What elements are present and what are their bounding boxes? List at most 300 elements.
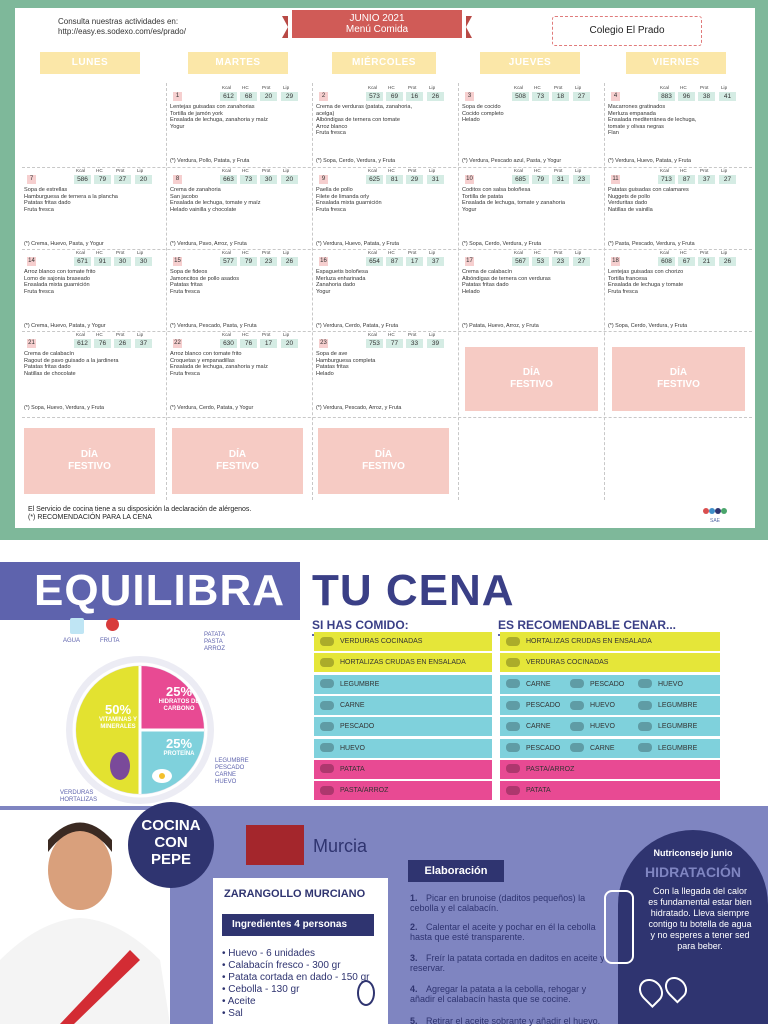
day-cell: [168, 168, 312, 248]
si-has-comido-heading: SI HAS COMIDO:: [312, 618, 409, 632]
nutrient-label: HC: [388, 250, 395, 255]
day-cell: [168, 85, 312, 165]
nutrient-label: Prot: [116, 250, 125, 255]
ingredients-list: [222, 948, 370, 1020]
nutrient-label: HC: [388, 85, 395, 90]
nutrient-value: 79: [94, 175, 111, 184]
food-icon: [570, 743, 584, 752]
nutrient-label: Kcal: [660, 85, 669, 90]
day-number: 15: [174, 258, 181, 264]
food-item: HUEVO: [320, 739, 365, 758]
nutrient-label: Kcal: [222, 250, 231, 255]
day-cell: [314, 85, 458, 165]
day-number: 14: [28, 258, 35, 264]
nutrient-label: Prot: [116, 168, 125, 173]
comido-row: [314, 696, 492, 715]
nutrient-label: Prot: [408, 85, 417, 90]
food-item: PATATA: [506, 781, 551, 800]
comido-row: [314, 781, 492, 800]
nutrient-value: 30: [135, 257, 152, 266]
nutrient-value: 573: [366, 92, 383, 101]
nutrient-value: 883: [658, 92, 675, 101]
day-cell: [22, 332, 166, 412]
nutrient-value: 630: [220, 339, 237, 348]
cenar-row: [500, 781, 720, 800]
food-item: LEGUMBRE: [638, 739, 697, 758]
nutrient-label: Kcal: [368, 332, 377, 337]
food-icon: [506, 658, 520, 667]
nutrient-value: 508: [512, 92, 529, 101]
nutrient-value: 76: [240, 339, 257, 348]
day-number: 23: [320, 340, 327, 346]
food-icon: [638, 743, 652, 752]
dinner-recommendation: (*) Verdura, Pavo, Arroz, y Fruta: [170, 241, 247, 247]
label-fruta: FRUTA: [100, 638, 120, 644]
food-icon: [506, 637, 520, 646]
dish-list: Macarrones gratinados Merluza empanada Ensalada mediterránea de lechuga, tomate y olivas negras Flan: [608, 104, 697, 136]
dinner-recommendation: (*) Verdura, Pescado, Pasta, y Fruta: [170, 323, 257, 329]
nutrient-label: HC: [242, 85, 249, 90]
cenar-row: [500, 696, 720, 715]
food-item: CARNE: [506, 717, 551, 736]
nutrient-label: HC: [388, 332, 395, 337]
food-icon: [320, 701, 334, 710]
nutrient-value: 23: [260, 257, 277, 266]
dinner-recommendation: (*) Verdura, Pescado azul, Pasta, y Yogur: [462, 158, 562, 164]
water-glass-icon: [70, 618, 84, 634]
dish-list: Sopa de estrellas Hamburguesa de ternera a la plancha Patatas fritas dado Fruta fresca: [24, 187, 118, 213]
nutrient-value: 69: [386, 92, 403, 101]
nutrient-value: 38: [698, 92, 715, 101]
step-5: 5. Retirar el aceite sobrante y añadir el huevo.: [410, 1016, 601, 1026]
activities-notice: [58, 17, 186, 37]
nutrient-value: 23: [573, 175, 590, 184]
nutrient-label: HC: [534, 168, 541, 173]
day-header-martes: MARTES: [188, 52, 288, 74]
nutrient-value: 81: [386, 175, 403, 184]
nutrient-label: Lip: [429, 168, 436, 173]
nutrient-label: Lip: [283, 332, 290, 337]
dinner-recommendation: (*) Verdura, Cerdo, Patata, y Yogur: [170, 405, 254, 411]
day-number: 8: [173, 175, 182, 184]
dinner-recommendation: (*) Verdura, Pescado, Arroz, y Fruta: [316, 405, 402, 411]
nutrient-value: 37: [135, 339, 152, 348]
nutrient-value: 27: [719, 175, 736, 184]
nutrient-label: Lip: [575, 85, 582, 90]
equilibra-title: EQUILIBRA: [0, 562, 300, 620]
nutrient-value: 77: [386, 339, 403, 348]
pct-vitaminas: 50%: [104, 702, 132, 717]
nutrient-label: Lip: [429, 250, 436, 255]
nutrient-value: 26: [719, 257, 736, 266]
day-cell: [22, 250, 166, 330]
nutrient-label: Kcal: [76, 332, 85, 337]
day-number: 16: [320, 258, 327, 264]
day-number: 9: [319, 175, 328, 184]
nutrient-label: HC: [534, 250, 541, 255]
food-icon: [320, 764, 334, 773]
dinner-recommendation: (*) Sopa, Cerdo, Verdura, y Fruta: [462, 241, 542, 247]
nutrient-value: 18: [552, 92, 569, 101]
nutrient-value: 30: [260, 175, 277, 184]
nutrient-value: 39: [427, 339, 444, 348]
day-number: 22: [174, 340, 181, 346]
comido-row: [314, 675, 492, 694]
food-item: LEGUMBRE: [320, 675, 379, 694]
nutrient-label: Lip: [429, 332, 436, 337]
nutrient-value: 79: [532, 175, 549, 184]
nutrient-value: 27: [573, 257, 590, 266]
nutrient-value: 21: [698, 257, 715, 266]
nutrient-label: HC: [96, 332, 103, 337]
day-cell: [606, 85, 750, 165]
comido-row: [314, 632, 492, 651]
label-agua: AGUA: [63, 638, 81, 644]
day-number: 18: [612, 258, 619, 264]
nutrient-value: 31: [552, 175, 569, 184]
nutrient-label: Prot: [554, 250, 563, 255]
nutrient-label: Lip: [575, 250, 582, 255]
dinner-recommendation: (*) Patata, Huevo, Arroz, y Fruta: [462, 323, 539, 329]
nutrient-value: 625: [366, 175, 383, 184]
nutrient-value: 26: [114, 339, 131, 348]
ingredient-item: • Calabacín fresco - 300 gr: [222, 960, 341, 971]
nutrient-label: Kcal: [514, 85, 523, 90]
nutrient-label: Prot: [262, 250, 271, 255]
nutrient-value: 20: [281, 175, 298, 184]
nutrient-label: Lip: [283, 85, 290, 90]
nutrient-label: Kcal: [660, 250, 669, 255]
nutrient-value: 26: [427, 92, 444, 101]
nutrient-label: Kcal: [222, 332, 231, 337]
day-cell: [460, 85, 604, 165]
festivo-28: [24, 428, 155, 494]
food-item: LEGUMBRE: [638, 696, 697, 715]
dish-list: Lentejas guisadas con chorizo Tortilla francesa Ensalada de lechuga y tomate Fruta fresca: [608, 269, 684, 295]
dinner-recommendation: (*) Sopa, Cerdo, Verdura, y Fruta: [608, 323, 688, 329]
label-proteina: PROTEÍNA: [163, 751, 195, 757]
day-cell: [606, 250, 750, 330]
nutrient-value: 608: [658, 257, 675, 266]
step-1: 1. Picar en brunoise (daditos pequeños) la cebolla y el calabacín.: [410, 893, 586, 913]
food-icon: [506, 701, 520, 710]
nutrient-label: Lip: [575, 168, 582, 173]
nutrient-label: Prot: [554, 85, 563, 90]
dinner-recommendation: (*) Sopa, Cerdo, Verdura, y Fruta: [316, 158, 396, 164]
food-item: PESCADO: [320, 717, 374, 736]
nutrient-value: 612: [220, 92, 237, 101]
water-bottle-icon: [604, 890, 634, 964]
nutrient-label: HC: [680, 85, 687, 90]
step-3: 3. Freír la patata cortada en daditos en aceite y reservar.: [410, 953, 605, 973]
nutrient-label: Prot: [116, 332, 125, 337]
nutrient-value: 654: [366, 257, 383, 266]
recomendable-heading: ES RECOMENDABLE CENAR...: [498, 618, 677, 632]
nutrient-label: Lip: [283, 168, 290, 173]
food-icon: [506, 786, 520, 795]
food-icon: [638, 701, 652, 710]
nutrient-label: Lip: [721, 168, 728, 173]
nutrient-label: Prot: [554, 168, 563, 173]
nutrient-value: 96: [678, 92, 695, 101]
festivo-25: [612, 347, 745, 411]
food-item: PESCADO: [506, 739, 560, 758]
food-item: CARNE: [320, 696, 365, 715]
nutrient-label: Lip: [429, 85, 436, 90]
food-icon: [570, 722, 584, 731]
elaboracion-title: Elaboración: [408, 860, 504, 882]
nutrient-label: HC: [680, 168, 687, 173]
day-cell: [168, 332, 312, 412]
dish-list: Patatas guisadas con calamares Nuggets de pollo Verduritas dado Natillas de vainilla: [608, 187, 689, 213]
dinner-recommendation: (*) Verdura, Huevo, Patata, y Fruta: [316, 241, 399, 247]
day-header-miercoles: MIÉRCOLES: [332, 52, 436, 74]
nutrient-value: 91: [94, 257, 111, 266]
label-hc-foods: PATATA PASTA ARROZ: [204, 632, 226, 652]
nutrient-label: Prot: [262, 168, 271, 173]
dish-list: Sopa de cocido Cocido completo Helado: [462, 104, 504, 123]
food-item: PATATA: [320, 760, 365, 779]
nutrient-value: 73: [532, 92, 549, 101]
nutrient-value: 41: [719, 92, 736, 101]
nutrient-value: 87: [386, 257, 403, 266]
comido-row: [314, 760, 492, 779]
food-item: HUEVO: [638, 675, 683, 694]
pct-proteina: 25%: [165, 736, 193, 751]
nutrient-value: 30: [114, 257, 131, 266]
nutrient-value: 37: [698, 175, 715, 184]
cocina-badge-text: COCINA CON PEPE: [141, 817, 201, 868]
dinner-recommendation: (*) Crema, Huevo, Patata, y Yogur: [24, 323, 106, 329]
day-cell: [460, 250, 604, 330]
festivo-29: [172, 428, 303, 494]
dish-list: Sopa de ave Hamburguesa completa Patatas fritas Helado: [316, 351, 376, 377]
nutrient-label: HC: [242, 332, 249, 337]
dinner-recommendation: (*) Sopa, Huevo, Verdura, y Fruta: [24, 405, 104, 411]
nutrient-value: 31: [427, 175, 444, 184]
day-number: 11: [612, 176, 619, 182]
nutrient-label: Kcal: [76, 168, 85, 173]
nutrient-label: Kcal: [368, 250, 377, 255]
month-title: JUNIO 2021: [349, 13, 405, 24]
month-ribbon: [292, 10, 462, 38]
festivo-label: DÍA FESTIVO: [362, 449, 405, 472]
day-number: 1: [173, 92, 182, 101]
ingredients-title: Ingredientes 4 personas: [222, 914, 374, 936]
nutrient-label: Prot: [408, 250, 417, 255]
comido-row: [314, 717, 492, 736]
nutrient-label: Prot: [262, 85, 271, 90]
dinner-recommendation: (*) Crema, Huevo, Pasta, y Yogur: [24, 241, 104, 247]
region-name: Murcia: [313, 836, 368, 856]
food-item: HORTALIZAS CRUDAS EN ENSALADA: [506, 632, 652, 651]
step-4: 4. Agregar la patata a la cebolla, rehogar y añadir el calabacín hasta que se cocine.: [410, 984, 587, 1004]
nutrient-label: Kcal: [222, 168, 231, 173]
allergen-note: El Servicio de cocina tiene a su disposición la declaración de alérgenos.: [28, 506, 252, 513]
apple-icon: [106, 618, 119, 631]
nutrient-label: Prot: [700, 250, 709, 255]
festivo-24: [465, 347, 598, 411]
sae-logo-text: SAE: [709, 518, 720, 524]
nutrient-label: Prot: [700, 85, 709, 90]
nutrient-value: 29: [281, 92, 298, 101]
nutrient-label: HC: [96, 250, 103, 255]
nutrient-label: Kcal: [368, 168, 377, 173]
food-item: HUEVO: [570, 717, 615, 736]
cocina-con-pepe-badge: [128, 802, 214, 888]
nutrient-value: 17: [260, 339, 277, 348]
dish-list: Crema de calabacín Albóndigas de ternera con verduras Patatas fritas dado Helado: [462, 269, 551, 295]
nutrient-value: 27: [573, 92, 590, 101]
nutrient-label: HC: [534, 85, 541, 90]
dish-list: Sopa de fideos Jamoncitos de pollo asados Patatas fritas Fruta fresca: [170, 269, 240, 295]
nutriconsejo-title: Nutriconsejo junio: [653, 848, 733, 858]
nutrient-value: 53: [532, 257, 549, 266]
nutrient-label: Prot: [700, 168, 709, 173]
comido-row: [314, 739, 492, 758]
festivo-label: DÍA FESTIVO: [216, 449, 259, 472]
dish-list: Arroz blanco con tomate frito Lomo de sajonia braseado Ensalada mixta guarnición Fruta fresca: [24, 269, 96, 295]
day-number: 4: [611, 92, 620, 101]
nutrient-value: 27: [114, 175, 131, 184]
food-icon: [638, 722, 652, 731]
ingredient-item: • Huevo - 6 unidades: [222, 948, 316, 959]
cenar-row: [500, 632, 720, 651]
food-icon: [320, 743, 334, 752]
dish-list: Espaguetis boloñesa Merluza enharinada Zanahoria dado Yogur: [316, 269, 368, 295]
activities-link[interactable]: http://easy.es.sodexo.com/es/prado/: [58, 27, 186, 36]
dinner-recommendation: (*) Pasta, Pescado, Verdura, y Fruta: [608, 241, 695, 247]
murcia-flag-icon: [246, 825, 304, 865]
day-number: 3: [465, 92, 474, 101]
comido-row: [314, 653, 492, 672]
nutriconsejo-text: Con la llegada del calor es fundamental estar bien hidratado. Lleva siempre contigo tu botella de agua y no esperes a tener sed para beber.: [648, 886, 752, 951]
food-icon: [320, 658, 334, 667]
nutrient-value: 33: [406, 339, 423, 348]
cenar-row: [500, 739, 720, 758]
label-verd-foods: VERDURAS HORTALIZAS: [60, 790, 98, 803]
food-icon: [506, 722, 520, 731]
ingredient-item: • Sal: [222, 1008, 243, 1019]
day-cell: [22, 168, 166, 248]
festivo-label: DÍA FESTIVO: [68, 449, 111, 472]
ingredient-item: • Cebolla - 130 gr: [222, 984, 300, 995]
food-icon: [570, 701, 584, 710]
nutrient-value: 17: [406, 257, 423, 266]
label-vitaminas: VITAMINAS Y MINERALES: [98, 717, 138, 730]
nutrient-value: 663: [220, 175, 237, 184]
day-cell: [314, 332, 458, 412]
nutrient-value: 612: [74, 339, 91, 348]
nutrient-value: 23: [552, 257, 569, 266]
label-prot-foods: LEGUMBRE PESCADO CARNE HUEVO: [215, 758, 249, 785]
label-hidratos: HIDRATOS DE CARBONO: [158, 699, 200, 712]
nutrient-label: HC: [388, 168, 395, 173]
day-number: 17: [466, 258, 473, 264]
dish-list: Crema de verduras (patata, zanahoria, acelga) Albóndigas de ternera con tomate Arroz blanco Fruta fresca: [316, 104, 413, 136]
plate-graphic: [66, 656, 214, 804]
nutrient-label: Lip: [137, 250, 144, 255]
dish-list: Paella de pollo Filete de limanda orly Ensalada mixta guarnición Fruta fresca: [316, 187, 382, 213]
sae-logo: [702, 506, 728, 524]
nutrient-label: Kcal: [76, 250, 85, 255]
day-header-jueves: JUEVES: [480, 52, 580, 74]
nutrient-label: Kcal: [514, 250, 523, 255]
tu-cena-title: TU CENA: [312, 566, 515, 615]
school-name: Colegio El Prado: [552, 16, 702, 46]
ingredient-item: • Aceite: [222, 996, 256, 1007]
equilibra-section: [0, 540, 768, 1024]
festivo-label: DÍA FESTIVO: [510, 367, 553, 390]
ingredient-item: • Patata cortada en dado - 150 gr: [222, 972, 370, 983]
nutrient-value: 20: [260, 92, 277, 101]
nutrient-value: 29: [406, 175, 423, 184]
activities-text: Consulta nuestras actividades en:: [58, 17, 179, 26]
day-cell: [460, 168, 604, 248]
dish-list: Lentejas guisadas con zanahorias Tortilla de jamón york Ensalada de lechuga, zanahoria y maíz Yogur: [170, 104, 268, 130]
dinner-recommendation: (*) Verdura, Cerdo, Patata, y Fruta: [316, 323, 399, 329]
nutrient-value: 671: [74, 257, 91, 266]
festivo-label: DÍA FESTIVO: [657, 367, 700, 390]
nutrient-label: Prot: [262, 332, 271, 337]
food-item: CARNE: [570, 739, 615, 758]
nutrient-value: 567: [512, 257, 529, 266]
nutrient-label: Lip: [721, 250, 728, 255]
day-number: 10: [466, 176, 473, 182]
festivo-30: [318, 428, 449, 494]
day-number: 2: [319, 92, 328, 101]
day-header-viernes: VIERNES: [626, 52, 726, 74]
nutrient-label: Kcal: [660, 168, 669, 173]
nutrient-label: Kcal: [368, 85, 377, 90]
nutrient-value: 586: [74, 175, 91, 184]
nutrient-label: Lip: [137, 332, 144, 337]
dinner-note: (*) RECOMENDACIÓN PARA LA CENA: [28, 514, 152, 521]
food-item: VERDURAS COCINADAS: [506, 653, 608, 672]
dinner-recommendation: (*) Verdura, Huevo, Patata, y Fruta: [608, 158, 691, 164]
egg-icon: [357, 980, 375, 1006]
food-icon: [638, 679, 652, 688]
nutrient-value: 713: [658, 175, 675, 184]
nutrient-value: 37: [427, 257, 444, 266]
nutriconsejo-heading: HIDRATACIÓN: [645, 864, 741, 880]
nutrient-value: 577: [220, 257, 237, 266]
food-icon: [506, 764, 520, 773]
cenar-row: [500, 653, 720, 672]
nutrient-label: HC: [680, 250, 687, 255]
day-cell: [314, 250, 458, 330]
nutrient-value: 16: [406, 92, 423, 101]
food-icon: [320, 637, 334, 646]
nutrient-value: 753: [366, 339, 383, 348]
food-icon: [570, 679, 584, 688]
recipe-title: ZARANGOLLO MURCIANO: [224, 888, 366, 900]
nutrient-label: Prot: [408, 332, 417, 337]
nutrient-label: HC: [96, 168, 103, 173]
day-cell: [606, 168, 750, 248]
menu-footer: [28, 506, 251, 522]
nutrient-label: HC: [242, 250, 249, 255]
day-number: 7: [27, 175, 36, 184]
nutrient-value: 73: [240, 175, 257, 184]
nutrient-value: 20: [135, 175, 152, 184]
food-item: PASTA/ARROZ: [506, 760, 574, 779]
dish-list: Crema de zanahoria San jacobo Ensalada de lechuga, tomate y maíz Helado vainilla y chocolate: [170, 187, 261, 213]
food-item: CARNE: [506, 675, 551, 694]
food-icon: [320, 786, 334, 795]
food-icon: [506, 743, 520, 752]
cenar-row: [500, 760, 720, 779]
